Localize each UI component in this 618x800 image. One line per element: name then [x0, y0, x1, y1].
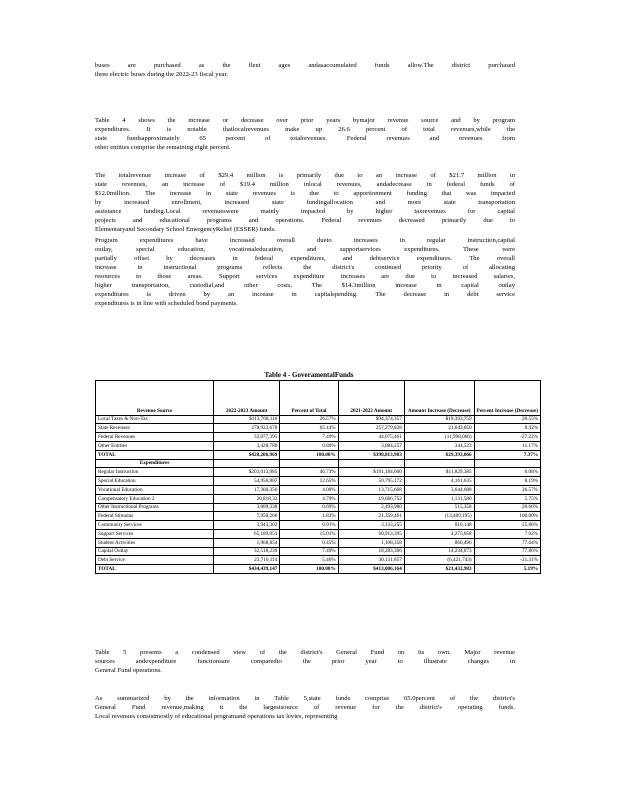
paragraph-state-funds-summary — [95, 694, 515, 721]
paragraph-line: As summarized by the information in Table 5,state funds comprise 65.0percent of the district's — [95, 695, 515, 702]
value-cell: 60,913,395 — [338, 529, 404, 538]
paragraph-line: expenditures is in line with scheduled bond payments. — [95, 300, 238, 307]
value-cell: $203,013,985 — [214, 468, 280, 477]
value-cell: 810,148 — [404, 521, 474, 530]
value-cell: 14,234,873 — [404, 547, 474, 556]
table-title: Table 4 - GoveramentalFunds — [264, 371, 354, 379]
value-cell: $11,829,385 — [404, 468, 474, 477]
value-cell: 65,189,053 — [214, 529, 280, 538]
value-cell: 3,009,338 — [214, 503, 280, 512]
value-cell: -27.22% — [474, 433, 540, 442]
value-cell: 100.00% — [280, 565, 338, 574]
value-cell: 12.65% — [280, 477, 338, 486]
table-row — [96, 468, 541, 477]
header-percent-of-total: Percent of Total — [280, 381, 338, 416]
row-label-cell: Compensatory Education 2 — [96, 494, 214, 503]
value-cell: 0.91% — [280, 521, 338, 530]
value-cell: $398,813,903 — [338, 450, 404, 459]
paragraph-line: Table 5 presents a condensed view of the district's General Fund on its own. Major revenue — [95, 649, 515, 656]
paragraph-bus-purchases — [95, 61, 515, 79]
row-label-cell: State Revenues — [96, 424, 214, 433]
value-cell: 23,710,114 — [214, 556, 280, 565]
table-row — [96, 503, 541, 512]
value-cell: $21,432,983 — [404, 565, 474, 574]
value-cell: 21,359,461 — [338, 512, 404, 521]
value-cell: 20.55% — [474, 415, 540, 424]
value-cell: 30,131,857 — [338, 556, 404, 565]
value-cell: 4.79% — [280, 494, 338, 503]
paragraph-line: expenditures. It is notable thatlocalrevenues make up 26.6 percent of total revenues,while the — [95, 126, 515, 133]
value-cell: 7.49% — [280, 547, 338, 556]
value-cell: $191,184,600 — [338, 468, 404, 477]
row-label-cell: Other Instructional Programs — [96, 503, 214, 512]
value-cell: $428,206,969 — [214, 450, 280, 459]
paragraph-line: outlay, special education, vocationaleducation, and supportservices expenditures. These were — [95, 246, 515, 253]
value-cell: $113,768,116 — [214, 415, 280, 424]
header-2022-2023-amount: 2022-2023 Amount — [214, 381, 280, 416]
value-cell: 19,686,752 — [338, 494, 404, 503]
value-cell: 20,818,32 — [214, 494, 280, 503]
row-label-cell: Debt Service — [96, 556, 214, 565]
table-row — [96, 441, 541, 450]
paragraph-line: General Fund operations. — [95, 667, 162, 674]
value-cell: $19,393,759 — [404, 415, 474, 424]
value-cell: 54,956,807 — [214, 477, 280, 486]
value-cell: 32,518,239 — [214, 547, 280, 556]
paragraph-revenue-overview — [95, 116, 515, 152]
value-cell: 44,075,461 — [338, 433, 404, 442]
paragraph-line: $12.0million. The increase in state revenues is due to apportionment funding that was impacted — [95, 190, 515, 197]
header-percent-increase: Percent Increase (Decrease) — [474, 381, 540, 416]
value-cell: 7.02% — [474, 529, 540, 538]
value-cell: 0.80% — [280, 441, 338, 450]
value-cell: 50,795,172 — [338, 477, 404, 486]
value-cell — [214, 459, 280, 468]
value-cell: $434,439,147 — [214, 565, 280, 574]
paragraph-program-expenditures — [95, 236, 515, 308]
value-cell: 860,496 — [404, 538, 474, 547]
value-cell: 0.45% — [280, 538, 338, 547]
table-row — [96, 477, 541, 486]
row-label-cell: Vocational Education — [96, 485, 214, 494]
value-cell: (11,998,066) — [404, 433, 474, 442]
value-cell: 15.01% — [280, 529, 338, 538]
value-cell: 46.73% — [280, 468, 338, 477]
row-label-cell: Federal Stimulus — [96, 512, 214, 521]
value-cell: 3,084,257 — [338, 441, 404, 450]
value-cell — [474, 459, 540, 468]
paragraph-line: sources andexpenditure functionsare comparedto the prior year to illustrate changes in — [95, 658, 515, 665]
table-header-row — [96, 381, 541, 416]
paragraph-line: Program expenditures have increased overall dueto increases in regular instruction,capital — [95, 237, 515, 244]
header-amount-increase: Amount Increase (Decrease) — [404, 381, 474, 416]
header-2021-2022-amount: 2021-2022 Amount — [338, 381, 404, 416]
paragraph-revenue-increase — [95, 171, 515, 234]
table-row — [96, 433, 541, 442]
value-cell: 6.08% — [474, 468, 540, 477]
paragraph-line: higher transportation, custodial,and other costs. The $14.3million increase in capital outlay — [95, 282, 515, 289]
paragraph-line: Elementaryand Secondary School EmergencyRelief (ESSER) funds. — [95, 226, 276, 233]
value-cell: 3,133,255 — [338, 521, 404, 530]
row-label-cell: Support Services — [96, 529, 214, 538]
value-cell: 5.75% — [474, 494, 540, 503]
paragraph-line: Local revenues consistmostly of educational programand operations tax levies, representing — [95, 713, 338, 720]
table-row — [96, 485, 541, 494]
paragraph-line: partially offset by decreases in federal expenditures, and debtservice expenditures. The overall — [95, 255, 515, 262]
value-cell: 32,077,395 — [214, 433, 280, 442]
value-cell: 1,131,580 — [404, 494, 474, 503]
table-body — [96, 415, 541, 573]
value-cell: 3,428,780 — [214, 441, 280, 450]
row-label-cell: Federal Revenues — [96, 433, 214, 442]
paragraph-line: three electric buses during the 2022-23 fiscal year. — [95, 71, 228, 78]
value-cell: 65.14% — [280, 424, 338, 433]
header-revenue-source: Revenue Source — [96, 381, 214, 416]
paragraph-line: state fundsapproximately 65 percent of totalrevenues. Federal revenues and revenues from — [95, 135, 515, 142]
paragraph-line: other entities comprise the remaining eight percent. — [95, 144, 231, 151]
value-cell: (13,409,195) — [404, 512, 474, 521]
row-label-cell: Community Services — [96, 521, 214, 530]
value-cell: 13,715,668 — [338, 485, 404, 494]
value-cell: 257,279,828 — [338, 424, 404, 433]
paragraph-line: expenditures is driven by an increase in capitalspending. The decrease in debt service — [95, 291, 515, 298]
value-cell — [404, 459, 474, 468]
value-cell: 0.69% — [280, 503, 338, 512]
value-cell: 26.57% — [280, 415, 338, 424]
value-cell — [280, 459, 338, 468]
value-cell: 25.86% — [474, 521, 540, 530]
paragraph-line: assistance funding.Local revenueswere mainly impacted by higher taxrevenues for capital — [95, 208, 515, 215]
row-label-cell: Capital Outlay — [96, 547, 214, 556]
table-total-row — [96, 565, 541, 574]
paragraph-line: projects and educational programs and operations. Federal revenues decreased primarily due to — [95, 217, 515, 224]
value-cell: 100.00% — [280, 450, 338, 459]
table-row — [96, 424, 541, 433]
value-cell: 7.37% — [474, 450, 540, 459]
row-label-cell: Expenditures — [96, 459, 214, 468]
table-row — [96, 415, 541, 424]
value-cell — [338, 459, 404, 468]
paragraph-line: General Fund revenue,making it the largestsource of revenue for the district's operating funds. — [95, 704, 515, 711]
value-cell: 4,161,635 — [404, 477, 474, 486]
value-cell: 21,643,850 — [404, 424, 474, 433]
value-cell: (6,421,743) — [404, 556, 474, 565]
paragraph-line: by increased enrollment, increased state fundingallocation and more state transportation — [95, 199, 515, 206]
paragraph-table5-intro — [95, 648, 515, 675]
table-row — [96, 547, 541, 556]
row-label-cell: Local Taxes & Non-Tax — [96, 415, 214, 424]
value-cell: 4.00% — [280, 485, 338, 494]
value-cell: 2,493,980 — [338, 503, 404, 512]
table-row — [96, 529, 541, 538]
value-cell: $413,006,164 — [338, 565, 404, 574]
value-cell: 17,360,356 — [214, 485, 280, 494]
value-cell: 5.46% — [280, 556, 338, 565]
paragraph-line: buses are purchased as the fleet ages andasaccumulated funds allow.The district purchased — [95, 62, 515, 69]
table-total-row — [96, 450, 541, 459]
paragraph-line: state revenues, an increase of $19.4 million inlocal revenues, andadecrease in federal funds of — [95, 181, 515, 188]
value-cell: 3,644,688 — [404, 485, 474, 494]
value-cell: 20.66% — [474, 503, 540, 512]
row-label-cell: TOTAL — [96, 450, 214, 459]
paragraph-line: The totalrevenue increase of $29.4 million is primarily due to an increase of $21.7 million in — [95, 172, 515, 179]
table-row — [96, 556, 541, 565]
value-cell: 1,968,854 — [214, 538, 280, 547]
value-cell: 1.83% — [280, 512, 338, 521]
paragraph-line: Table 4 shows the increase or decrease over prior years bymajor revenue source and by program — [95, 117, 515, 124]
table-row — [96, 538, 541, 547]
table-row — [96, 512, 541, 521]
value-cell: 18,283,366 — [338, 547, 404, 556]
row-label-cell: Special Education — [96, 477, 214, 486]
table-section-row — [96, 459, 541, 468]
value-cell: 7.49% — [280, 433, 338, 442]
paragraph-line: increase in instructional programs reflects the district's continued priority of allocating — [95, 264, 515, 271]
value-cell: 77.86% — [474, 547, 540, 556]
value-cell: 8.19% — [474, 477, 540, 486]
value-cell: 4,275,658 — [404, 529, 474, 538]
governmental-funds-table — [95, 380, 541, 574]
value-cell: 515,358 — [404, 503, 474, 512]
table-row — [96, 494, 541, 503]
value-cell: 26.57% — [474, 485, 540, 494]
value-cell: 7,950,266 — [214, 512, 280, 521]
row-label-cell: Regular Instruction — [96, 468, 214, 477]
value-cell: 3,943,303 — [214, 521, 280, 530]
value-cell: 1,108,358 — [338, 538, 404, 547]
value-cell: 8.42% — [474, 424, 540, 433]
row-label-cell: Other Entities — [96, 441, 214, 450]
row-label-cell: TOTAL — [96, 565, 214, 574]
value-cell: $29,393,066 — [404, 450, 474, 459]
value-cell: -21.31% — [474, 556, 540, 565]
value-cell: $94,374,357 — [338, 415, 404, 424]
value-cell: 5.19% — [474, 565, 540, 574]
value-cell: 278,923,678 — [214, 424, 280, 433]
value-cell: 77.64% — [474, 538, 540, 547]
table-row — [96, 521, 541, 530]
row-label-cell: Student Activities — [96, 538, 214, 547]
value-cell: 100.00% — [474, 512, 540, 521]
value-cell: 344,523 — [404, 441, 474, 450]
paragraph-line: resources to those areas. Support services expenditure increases are due to increased salaries, — [95, 273, 515, 280]
value-cell: 11.17% — [474, 441, 540, 450]
